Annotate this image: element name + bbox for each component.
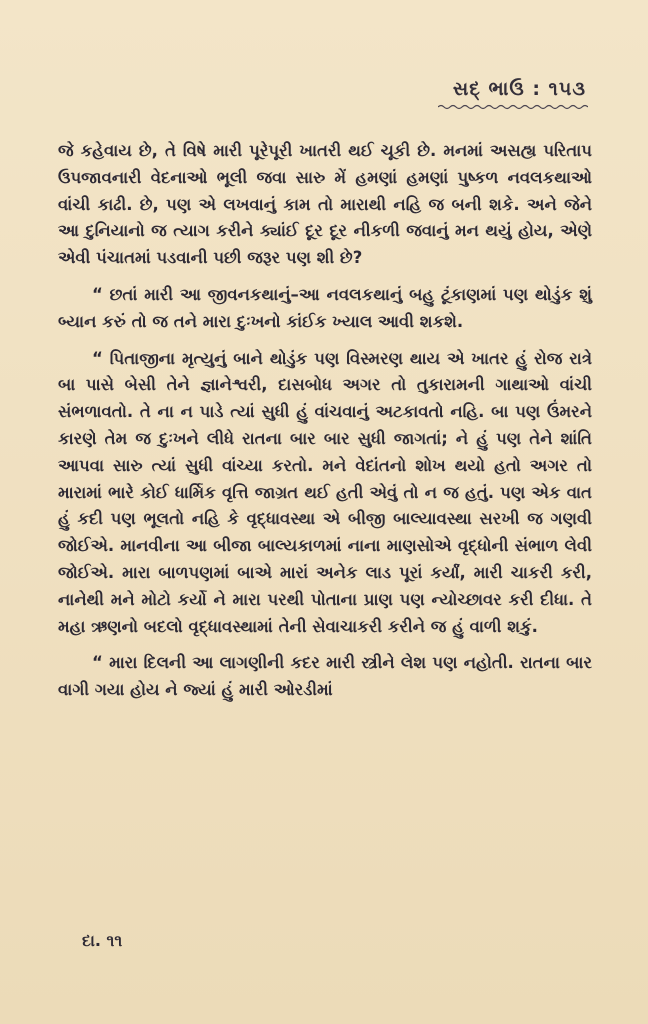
body-text — [58, 138, 592, 714]
paragraph: જે કહેવાય છે, તે વિષે મારી પૂરેપૂરી ખાતરી થઈ ચૂકી છે. મનમાં અસહ્ય પરિતાપ ઉપજાવનારી વેદનાઓ ભૂલી જવા સારુ મેં હમણાં હમણાં પુષ્કળ નવલકથાઓ વાંચી કાઢી. છે, પણ એ લખવાનું કામ તો મારાથી નહિ જ બની શકે. અને જેને આ દુનિયાનો જ ત્યાગ કરીને ક્યાંઈ દૂર દૂર નીકળી જવાનું મન થયું હોય, એણે એવી પંચાતમાં પડવાની પછી જરૂર પણ શી છે? — [58, 141, 592, 268]
running-head-wavy-rule — [438, 104, 588, 110]
paragraph: “ પિતાજીના મૃત્યુનું બાને થોડુંક પણ વિસ્મરણ થાય એ ખાતર હું રોજ રાત્રે બા પાસે બેસી તેને જ્ઞાનેશ્વરી, દાસબોધ અગર તો તુકારામની ગાથાઓ વાંચી સંભળાવતો. તે ના ન પાડે ત્યાં સુધી હું વાંચવાનું અટકાવતો નહિ. બા પણ ઉંમરને કારણે તેમ જ દુઃખને લીધે રાતના બાર બાર સુધી જાગતાં; ને હું પણ તેને શાંતિ આપવા સારુ ત્યાં સુધી વાંચ્યા કરતો. મને વેદાંતનો શોખ થયો હતો અગર તો મારામાં ભારે કોઈ ધાર્મિક વૃત્તિ જાગ્રત થઈ હતી એવું તો ન જ હતું. પણ એક વાત હું કદી પણ ભૂલતો નહિ કે વૃદ્ધાવસ્થા એ બીજી બાલ્યાવસ્થા સરખી જ ગણવી જોઈએ. માનવીના આ બીજા બાલ્યકાળમાં નાના માણસોએ વૃદ્ધોની સંભાળ લેવી જોઈએ. મારા બાળપણમાં બાએ મારાં અનેક લાડ પૂરાં કર્યાં, મારી ચાકરી કરી, નાનેથી મને મોટો કર્યો ને મારા પરથી પોતાના પ્રાણ પણ ન્યોચ્છાવર કરી દીધા. તે મહા ઋણનો બદલો વૃદ્ધાવસ્થામાં તેની સેવાચાકરી કરીને જ હું વાળી શકું. — [58, 348, 592, 636]
paragraph: “ મારા દિલની આ લાગણીની કદર મારી સ્ત્રીને લેશ પણ નહોતી. રાતના બાર વાગી ગયા હોય ને જ્યાં હું મારી ઓરડીમાં — [58, 653, 592, 700]
paragraph: “ છતાં મારી આ જીવનકથાનું–આ નવલકથાનું બહુ ટૂંકાણમાં પણ થોડુંક શું બ્યાન કરું તો જ તને મારા દુઃખનો કાંઈક ખ્યાલ આવી શકશે. — [58, 284, 592, 331]
signature-mark: દા. ૧૧ — [82, 931, 123, 950]
running-head: સદ્ ભાઉ : ૧૫૩ — [452, 78, 586, 100]
